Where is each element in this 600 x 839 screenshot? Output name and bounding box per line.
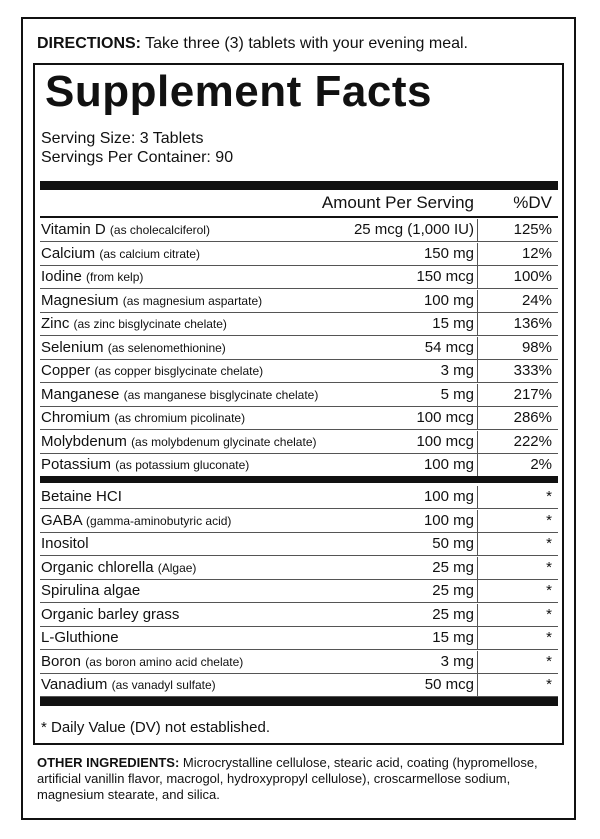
nutrient-dv: * <box>546 558 552 576</box>
nutrient-name-text: Inositol <box>41 535 89 552</box>
nutrient-row <box>40 651 558 674</box>
nutrient-name <box>41 409 245 426</box>
nutrient-name <box>41 362 263 379</box>
nutrient-row <box>40 290 558 313</box>
column-divider <box>477 266 478 288</box>
nutrient-row <box>40 384 558 407</box>
nutrient-row <box>40 627 558 650</box>
nutrient-amount: 100 mcg <box>416 432 474 450</box>
column-divider <box>477 243 478 265</box>
nutrient-name <box>41 456 249 473</box>
nutrient-row <box>40 557 558 580</box>
nutrient-name <box>41 488 122 505</box>
nutrient-amount: 150 mg <box>423 244 474 262</box>
nutrient-name-text: Betaine HCI <box>41 488 122 505</box>
nutrient-row <box>40 337 558 360</box>
nutrient-name <box>41 559 196 576</box>
nutrient-dv: * <box>546 629 552 646</box>
nutrient-name-text: Vanadium <box>41 676 108 693</box>
nutrient-row <box>40 454 558 477</box>
nutrient-name-text: Magnesium <box>41 291 119 309</box>
nutrient-amount: 3 mg <box>440 652 474 670</box>
nutrient-dv: * <box>546 605 552 623</box>
nutrient-dv: 98% <box>521 338 552 356</box>
nutrient-name <box>41 245 200 262</box>
nutrient-source: (as molybdenum glycinate chelate) <box>131 434 317 449</box>
nutrient-dv: 24% <box>521 291 552 309</box>
nutrient-name-text: L-Gluthione <box>41 629 119 646</box>
directions-text: Take three (3) tablets with your evening meal. <box>145 35 468 52</box>
nutrient-source: (Algae) <box>157 560 197 575</box>
nutrient-source: (as chromium picolinate) <box>114 411 246 425</box>
nutrient-name <box>41 268 143 285</box>
serving-size: Serving Size: 3 Tablets <box>41 130 204 147</box>
column-divider <box>477 533 478 555</box>
nutrient-name <box>41 653 243 670</box>
nutrient-name-text: Zinc <box>41 315 70 332</box>
nutrient-amount: 15 mg <box>432 315 474 332</box>
nutrient-name <box>41 315 227 332</box>
nutrient-name-text: Iodine <box>41 268 82 285</box>
servings-per-container: Servings Per Container: 90 <box>41 149 234 166</box>
panel-title: Supplement Facts <box>45 67 432 116</box>
nutrient-row <box>40 510 558 533</box>
nutrient-dv: 222% <box>513 432 552 450</box>
nutrient-dv: * <box>546 582 552 599</box>
nutrient-name-text: Organic chlorella <box>41 558 154 576</box>
nutrient-amount: 50 mg <box>432 535 474 552</box>
nutrient-dv: 136% <box>513 315 552 332</box>
column-divider <box>477 384 478 406</box>
nutrient-source: (as manganese bisglycinate chelate) <box>123 387 319 402</box>
nutrient-name <box>41 629 119 646</box>
nutrient-name <box>41 339 226 356</box>
nutrient-source: (as cholecalciferol) <box>109 223 210 237</box>
nutrient-row <box>40 219 558 242</box>
nutrient-row <box>40 580 558 603</box>
nutrient-name-text: Calcium <box>41 244 96 262</box>
nutrient-name-text: Chromium <box>41 409 111 426</box>
nutrient-name <box>41 606 179 623</box>
nutrient-amount: 150 mcg <box>416 268 474 285</box>
nutrient-source: (as selenomethionine) <box>107 340 226 355</box>
column-divider <box>477 557 478 579</box>
nutrient-dv: * <box>546 676 552 693</box>
nutrient-row <box>40 604 558 627</box>
nutrient-source: (from kelp) <box>86 270 144 284</box>
nutrient-name-text: Selenium <box>41 338 104 356</box>
column-divider <box>477 407 478 429</box>
nutrient-source: (as calcium citrate) <box>99 246 201 261</box>
label-border <box>21 17 576 820</box>
column-divider <box>477 337 478 359</box>
dv-header: %DV <box>513 193 552 212</box>
nutrient-dv: 2% <box>530 456 552 473</box>
nutrient-dv: 286% <box>513 409 552 426</box>
nutrient-name <box>41 676 216 693</box>
nutrient-amount: 100 mg <box>423 511 474 529</box>
nutrient-name-text: Molybdenum <box>41 432 127 450</box>
other-ingredients-text: Microcrystalline cellulose, stearic acid, coating (hypromellose, artificial vanillin flavor, macrogol, hydroxypropyl cellulose), croscarmellose sodium, magnesium stearate, and silica. <box>37 755 538 802</box>
nutrient-dv: * <box>546 535 552 552</box>
thick-rule-bottom <box>40 697 558 706</box>
nutrient-row <box>40 674 558 697</box>
amount-header: Amount Per Serving <box>321 193 474 212</box>
nutrient-dv: * <box>546 652 552 670</box>
nutrient-row <box>40 360 558 383</box>
column-divider <box>477 651 478 673</box>
nutrient-name-text: Boron <box>41 652 82 670</box>
nutrient-row <box>40 486 558 509</box>
nutrient-row <box>40 533 558 556</box>
nutrient-name-text: Organic barley grass <box>41 605 180 623</box>
nutrient-amount: 5 mg <box>440 385 474 403</box>
column-divider <box>477 674 478 696</box>
nutrient-name <box>41 292 262 309</box>
nutrient-name <box>41 535 89 552</box>
column-header <box>40 189 558 217</box>
nutrient-name-text: Manganese <box>41 385 120 403</box>
nutrient-amount: 25 mcg (1,000 IU) <box>353 221 474 238</box>
nutrient-source: (as potassium gluconate) <box>115 458 250 472</box>
column-divider <box>477 313 478 335</box>
supplement-facts-panel <box>33 63 564 745</box>
nutrient-dv: 217% <box>513 385 552 403</box>
nutrient-name-text: Potassium <box>41 456 112 473</box>
nutrient-row <box>40 431 558 454</box>
nutrient-name <box>41 433 317 450</box>
column-divider <box>477 580 478 602</box>
column-divider <box>477 486 478 508</box>
nutrient-amount: 15 mg <box>432 629 474 646</box>
column-divider <box>477 290 478 312</box>
nutrient-amount: 25 mg <box>432 582 474 599</box>
directions-label: DIRECTIONS: <box>37 35 141 52</box>
other-ingredients-label: OTHER INGREDIENTS: <box>37 755 180 770</box>
nutrient-source: (as boron amino acid chelate) <box>85 654 244 669</box>
nutrient-dv: 125% <box>513 221 552 238</box>
nutrient-name-text: Spirulina algae <box>41 582 141 599</box>
nutrient-dv: * <box>546 488 552 505</box>
header-rule <box>40 216 558 218</box>
nutrient-amount: 25 mg <box>432 558 474 576</box>
nutrient-amount: 100 mg <box>423 488 474 505</box>
nutrient-name-text: Vitamin D <box>41 221 106 238</box>
nutrient-source: (as zinc bisglycinate chelate) <box>73 317 227 331</box>
nutrient-source: (as vanadyl sulfate) <box>111 678 216 692</box>
column-divider <box>477 510 478 532</box>
column-divider <box>477 454 478 476</box>
directions <box>37 35 468 53</box>
nutrient-source: (as magnesium aspartate) <box>122 293 263 308</box>
nutrient-source: (gamma-aminobutyric acid) <box>86 513 232 528</box>
nutrient-dv: 100% <box>513 268 552 285</box>
column-divider <box>477 219 478 241</box>
nutrient-name-text: GABA <box>41 511 82 529</box>
nutrient-name-text: Copper <box>41 362 91 379</box>
nutrient-dv: * <box>546 511 552 529</box>
dv-footnote: * Daily Value (DV) not established. <box>41 719 270 736</box>
thick-rule-middle <box>40 476 558 483</box>
nutrient-amount: 54 mcg <box>424 338 474 356</box>
nutrient-source: (as copper bisglycinate chelate) <box>94 364 264 378</box>
nutrient-row <box>40 407 558 430</box>
nutrient-row <box>40 266 558 289</box>
column-divider <box>477 604 478 626</box>
nutrient-name <box>41 221 210 238</box>
other-ingredients <box>37 755 567 803</box>
column-divider <box>477 360 478 382</box>
nutrient-dv: 333% <box>513 362 552 379</box>
nutrient-name <box>41 386 318 403</box>
nutrient-amount: 100 mcg <box>416 409 474 426</box>
nutrient-row <box>40 313 558 336</box>
nutrient-amount: 50 mcg <box>424 676 474 693</box>
nutrient-row <box>40 243 558 266</box>
nutrient-name <box>41 512 231 529</box>
nutrient-dv: 12% <box>521 244 552 262</box>
nutrient-amount: 25 mg <box>432 605 474 623</box>
nutrient-amount: 3 mg <box>440 362 474 379</box>
nutrient-name <box>41 582 140 599</box>
nutrient-amount: 100 mg <box>423 291 474 309</box>
column-divider <box>477 627 478 649</box>
column-divider <box>477 431 478 453</box>
nutrient-amount: 100 mg <box>423 456 474 473</box>
